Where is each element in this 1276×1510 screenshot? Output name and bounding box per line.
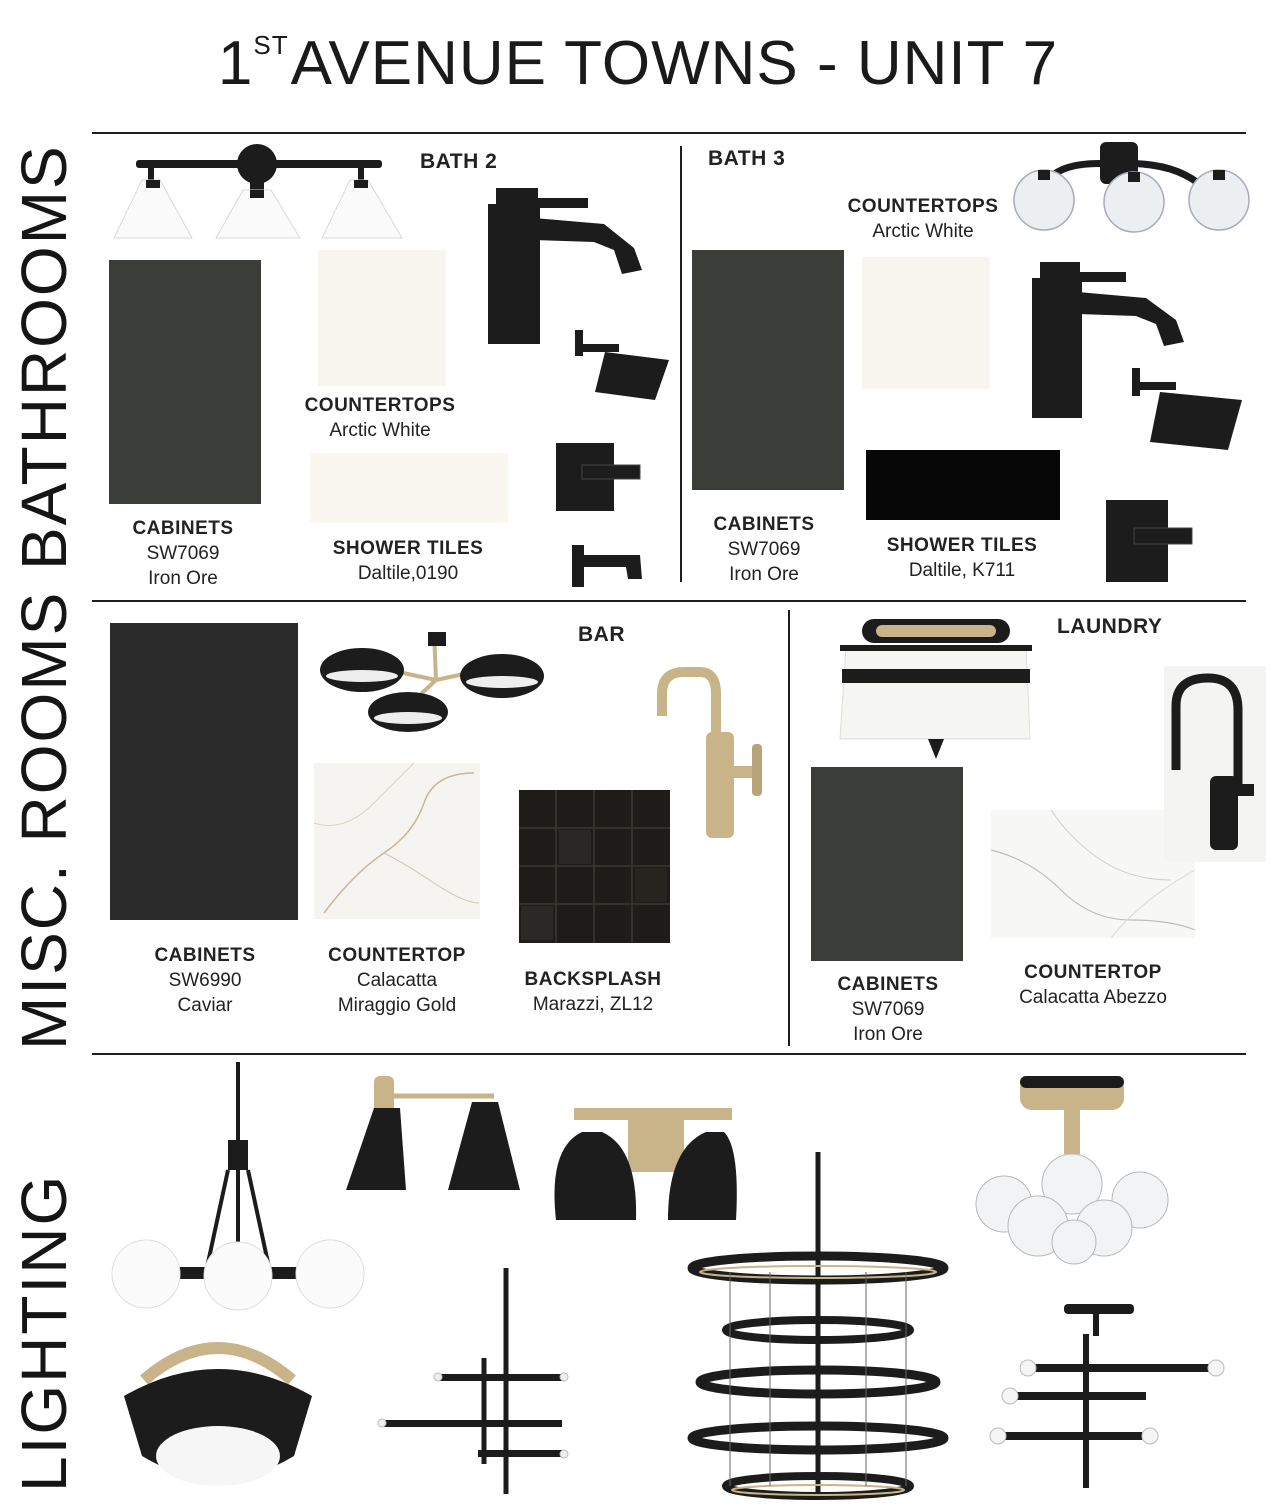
bar-cabinets-title: CABINETS	[154, 945, 256, 966]
bath2-countertop-swatch	[318, 250, 446, 386]
bath3-shower-tiles-label	[862, 533, 1062, 583]
divider-bathrooms-bottom	[92, 600, 1246, 602]
linear-semi-flush-image	[990, 1304, 1230, 1494]
bar-cabinets-code: SW6990	[168, 970, 242, 991]
bath2-tub-spout-image	[572, 545, 652, 590]
bar-countertop-title: COUNTERTOP	[328, 945, 466, 966]
bath2-countertops-value: Arctic White	[329, 420, 431, 441]
title-text: AVENUE TOWNS - UNIT 7	[290, 29, 1059, 98]
cone-sconce-image	[344, 1074, 524, 1192]
side-label-misc-rooms: MISC. ROOMS	[8, 590, 80, 1050]
bath2-shower-tile-swatch	[310, 453, 508, 523]
bath3-shower-head-image	[1132, 368, 1247, 453]
bath2-vanity-light-image	[110, 142, 395, 242]
laundry-cabinets-title: CABINETS	[837, 974, 939, 995]
side-label-lighting: LIGHTING	[8, 1173, 80, 1492]
divider-bath-vertical	[680, 146, 682, 582]
bath2-cabinets-label	[103, 516, 263, 591]
bath3-shower-tile-swatch	[866, 450, 1060, 520]
divider-misc-bottom	[92, 1053, 1246, 1055]
bar-ceiling-light-image	[318, 632, 548, 738]
laundry-cabinets-color: Iron Ore	[853, 1024, 923, 1045]
bar-faucet-image	[656, 668, 768, 842]
bath2-faucet-image	[484, 188, 654, 353]
page-title	[0, 28, 1276, 99]
side-label-bathrooms: BATHROOMS	[8, 144, 80, 570]
laundry-countertop-label	[988, 960, 1198, 1010]
bar-backsplash-title: BACKSPLASH	[524, 969, 662, 990]
bath3-cabinets-color: Iron Ore	[729, 564, 799, 585]
bath3-cabinets-label	[684, 512, 844, 587]
bath2-countertops-label	[280, 393, 480, 443]
bath2-cabinets-title: CABINETS	[132, 518, 234, 539]
laundry-ceiling-light-image	[836, 617, 1036, 762]
bath2-cabinets-color: Iron Ore	[148, 568, 218, 589]
laundry-cabinets-code: SW7069	[851, 999, 925, 1020]
bath3-cabinets-code: SW7069	[727, 539, 801, 560]
laundry-cabinet-swatch	[811, 767, 963, 961]
laundry-countertop-title: COUNTERTOP	[1024, 962, 1162, 983]
bath3-shower-tiles-title: SHOWER TILES	[886, 535, 1038, 556]
laundry-heading: LAUNDRY	[1057, 615, 1163, 638]
bath2-countertops-title: COUNTERTOPS	[304, 395, 456, 416]
bar-cabinets-color: Caviar	[177, 995, 233, 1016]
bath2-heading: BATH 2	[420, 150, 498, 173]
globe-chandelier-image	[110, 1062, 365, 1312]
divider-misc-vertical	[788, 610, 790, 1046]
laundry-cabinets-label	[806, 972, 970, 1047]
bath2-cabinet-swatch	[109, 260, 261, 504]
bath3-valve-trim-image	[1106, 500, 1196, 584]
tiered-ring-chandelier-image	[690, 1152, 950, 1504]
title-superscript: ST	[253, 30, 289, 60]
bath2-shower-head-image	[575, 330, 675, 405]
bar-heading: BAR	[578, 623, 625, 646]
bar-cabinets-label	[110, 943, 300, 1018]
bath3-heading: BATH 3	[708, 147, 786, 170]
flush-mount-image	[124, 1326, 312, 1496]
bar-backsplash-value: Marazzi, ZL12	[532, 994, 654, 1015]
bath2-cabinets-code: SW7069	[146, 543, 220, 564]
bath2-shower-tiles-label	[308, 536, 508, 586]
bath3-countertop-swatch	[862, 257, 990, 389]
bath3-countertops-value: Arctic White	[872, 221, 974, 242]
bath3-cabinet-swatch	[692, 250, 844, 490]
bar-backsplash-label	[500, 967, 686, 1017]
bath3-shower-tiles-value: Daltile, K711	[908, 560, 1016, 581]
laundry-faucet-image	[1164, 666, 1274, 862]
bar-backsplash-swatch	[519, 790, 670, 943]
bar-cabinet-swatch	[110, 623, 298, 920]
bar-countertop-line1: Calacatta	[356, 970, 438, 991]
bath2-shower-tiles-title: SHOWER TILES	[332, 538, 484, 559]
bath3-vanity-light-image	[1014, 142, 1254, 237]
bar-countertop-swatch	[314, 763, 480, 919]
bath2-shower-tiles-value: Daltile,0190	[357, 563, 459, 584]
bath3-cabinets-title: CABINETS	[713, 514, 815, 535]
bubble-semi-flush-image	[974, 1076, 1170, 1266]
bath3-countertops-title: COUNTERTOPS	[847, 196, 999, 217]
bath3-countertops-label	[830, 194, 1016, 244]
title-prefix: 1	[217, 29, 254, 98]
divider-top	[92, 132, 1246, 134]
bar-countertop-label	[304, 943, 490, 1018]
laundry-countertop-value: Calacatta Abezzo	[1019, 987, 1167, 1008]
bar-countertop-line2: Miraggio Gold	[337, 995, 457, 1016]
linear-chandelier-image	[378, 1268, 568, 1498]
bath2-valve-trim-image	[556, 443, 646, 513]
